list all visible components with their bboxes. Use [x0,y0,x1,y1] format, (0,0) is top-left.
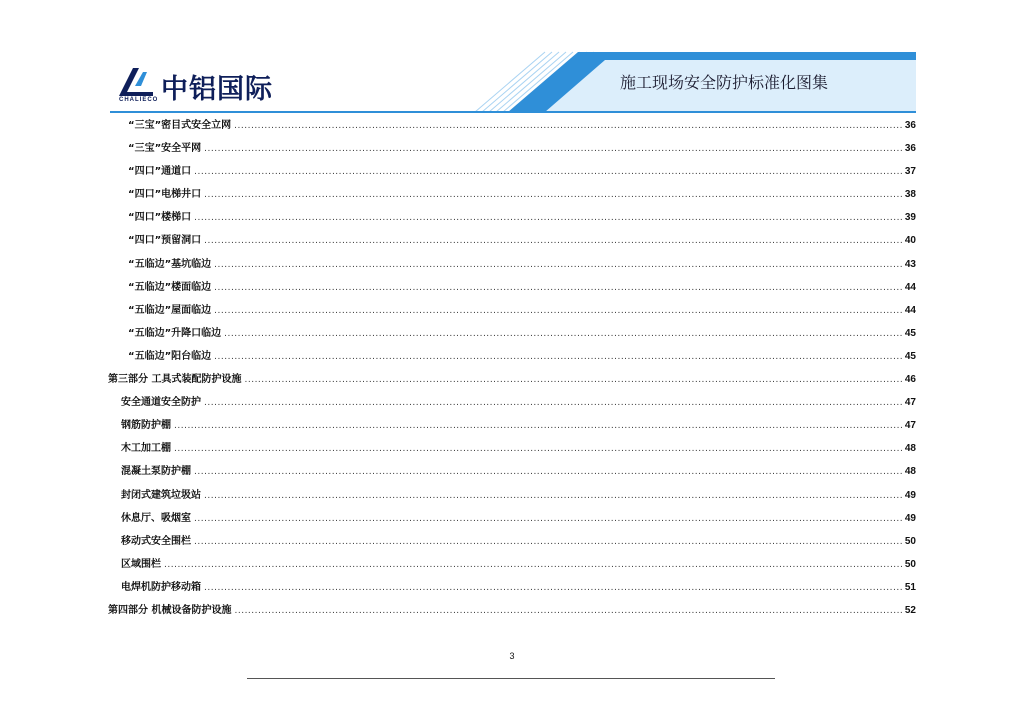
toc-entry[interactable] [108,183,916,206]
toc-leader-dots [174,438,902,461]
toc-entry-page: 47 [904,397,916,409]
toc-leader-dots [214,277,902,300]
toc-leader-dots [214,300,902,323]
brand-name: 中铝国际 [161,74,273,105]
toc-entry[interactable] [108,276,916,299]
toc-entry[interactable] [108,160,916,183]
toc-leader-dots [214,346,902,369]
toc-entry-label: 电焊机防护移动箱 [121,581,201,593]
toc-entry[interactable] [108,114,916,137]
toc-entry-page: 36 [904,143,916,155]
toc-entry[interactable] [108,460,916,483]
toc-entry[interactable] [108,322,916,345]
toc-entry-label: 木工加工棚 [121,443,171,455]
toc-entry-page: 37 [904,166,916,178]
toc-leader-dots [214,254,902,277]
toc-leader-dots [204,392,902,415]
toc-entry[interactable] [108,507,916,530]
toc-entry[interactable] [108,299,916,322]
toc-entry-label: “三宝”安全平网 [128,143,202,155]
toc-entry-page: 38 [904,189,916,201]
toc-entry-label: 第三部分 工具式装配防护设施 [108,374,242,386]
toc-entry-label: 安全通道安全防护 [121,397,201,409]
toc-leader-dots [194,461,902,484]
toc-leader-dots [204,184,902,207]
toc-leader-dots [194,161,902,184]
toc-entry-label: 区域围栏 [121,558,161,570]
table-of-contents [108,114,916,622]
toc-entry-page: 36 [904,120,916,131]
toc-entry-page: 45 [904,350,916,362]
toc-leader-dots [194,531,902,554]
footer-rule [247,678,775,679]
chalieco-logo-icon [117,64,157,98]
toc-entry[interactable] [108,229,916,252]
toc-entry-page: 43 [904,258,916,270]
toc-entry-label: 休息厅、吸烟室 [121,512,191,524]
toc-entry[interactable] [108,206,916,229]
toc-entry[interactable] [108,253,916,276]
toc-entry-page: 49 [904,512,916,524]
toc-entry-page: 48 [904,443,916,455]
toc-entry-label: 移动式安全围栏 [121,535,191,547]
toc-entry[interactable] [108,576,916,599]
toc-entry-label: 封闭式建筑垃圾站 [121,489,201,501]
toc-entry-page: 49 [904,489,916,501]
toc-leader-dots [194,508,902,531]
toc-leader-dots [234,600,901,623]
toc-entry[interactable] [108,530,916,553]
toc-leader-dots [244,369,901,392]
toc-entry-page: 44 [904,304,916,316]
toc-entry[interactable] [108,414,916,437]
toc-entry-label: “五临边”屋面临边 [128,304,212,316]
toc-entry-page: 44 [904,281,916,293]
toc-entry-page: 50 [904,558,916,570]
toc-section-entry[interactable] [108,599,916,622]
toc-entry-page: 52 [904,604,916,616]
toc-entry[interactable] [108,484,916,507]
toc-entry-label: “四口”预留洞口 [128,235,202,247]
toc-entry[interactable] [108,345,916,368]
toc-entry-label: “五临边”升降口临边 [128,327,222,339]
page-number: 3 [509,651,515,661]
toc-leader-dots [204,138,902,161]
toc-entry-label: 第四部分 机械设备防护设施 [108,604,232,616]
toc-leader-dots [164,554,902,577]
toc-leader-dots [234,115,902,138]
toc-leader-dots [224,323,902,346]
toc-entry-page: 50 [904,535,916,547]
toc-entry[interactable] [108,553,916,576]
toc-entry-label: “四口”电梯井口 [128,189,202,201]
toc-leader-dots [204,577,902,600]
toc-entry-label: “四口”楼梯口 [128,212,192,224]
toc-entry-label: 混凝土泵防护棚 [121,466,191,478]
toc-entry-page: 45 [904,327,916,339]
toc-entry-label: “五临边”楼面临边 [128,281,212,293]
toc-entry-page: 51 [904,581,916,593]
toc-entry-page: 48 [904,466,916,478]
toc-entry-page: 39 [904,212,916,224]
toc-entry-label: “四口”通道口 [128,166,192,178]
toc-entry-label: 钢筋防护棚 [121,420,171,432]
toc-leader-dots [174,415,902,438]
page-header [0,0,1024,114]
toc-leader-dots [204,230,902,253]
toc-entry-page: 40 [904,235,916,247]
toc-entry-label: “五临边”基坑临边 [128,258,212,270]
toc-entry-label: “三宝”密目式安全立网 [128,120,232,131]
brand-logo [117,64,307,108]
toc-section-entry[interactable] [108,368,916,391]
brand-subtitle: CHALIECO [119,97,159,103]
toc-entry[interactable] [108,437,916,460]
document-title: 施工现场安全防护标准化图集 [620,73,829,92]
toc-entry[interactable] [108,391,916,414]
toc-leader-dots [194,207,902,230]
toc-entry-page: 47 [904,420,916,432]
toc-entry[interactable] [108,137,916,160]
toc-leader-dots [204,485,902,508]
toc-entry-label: “五临边”阳台临边 [128,350,212,362]
toc-entry-page: 46 [904,374,916,386]
